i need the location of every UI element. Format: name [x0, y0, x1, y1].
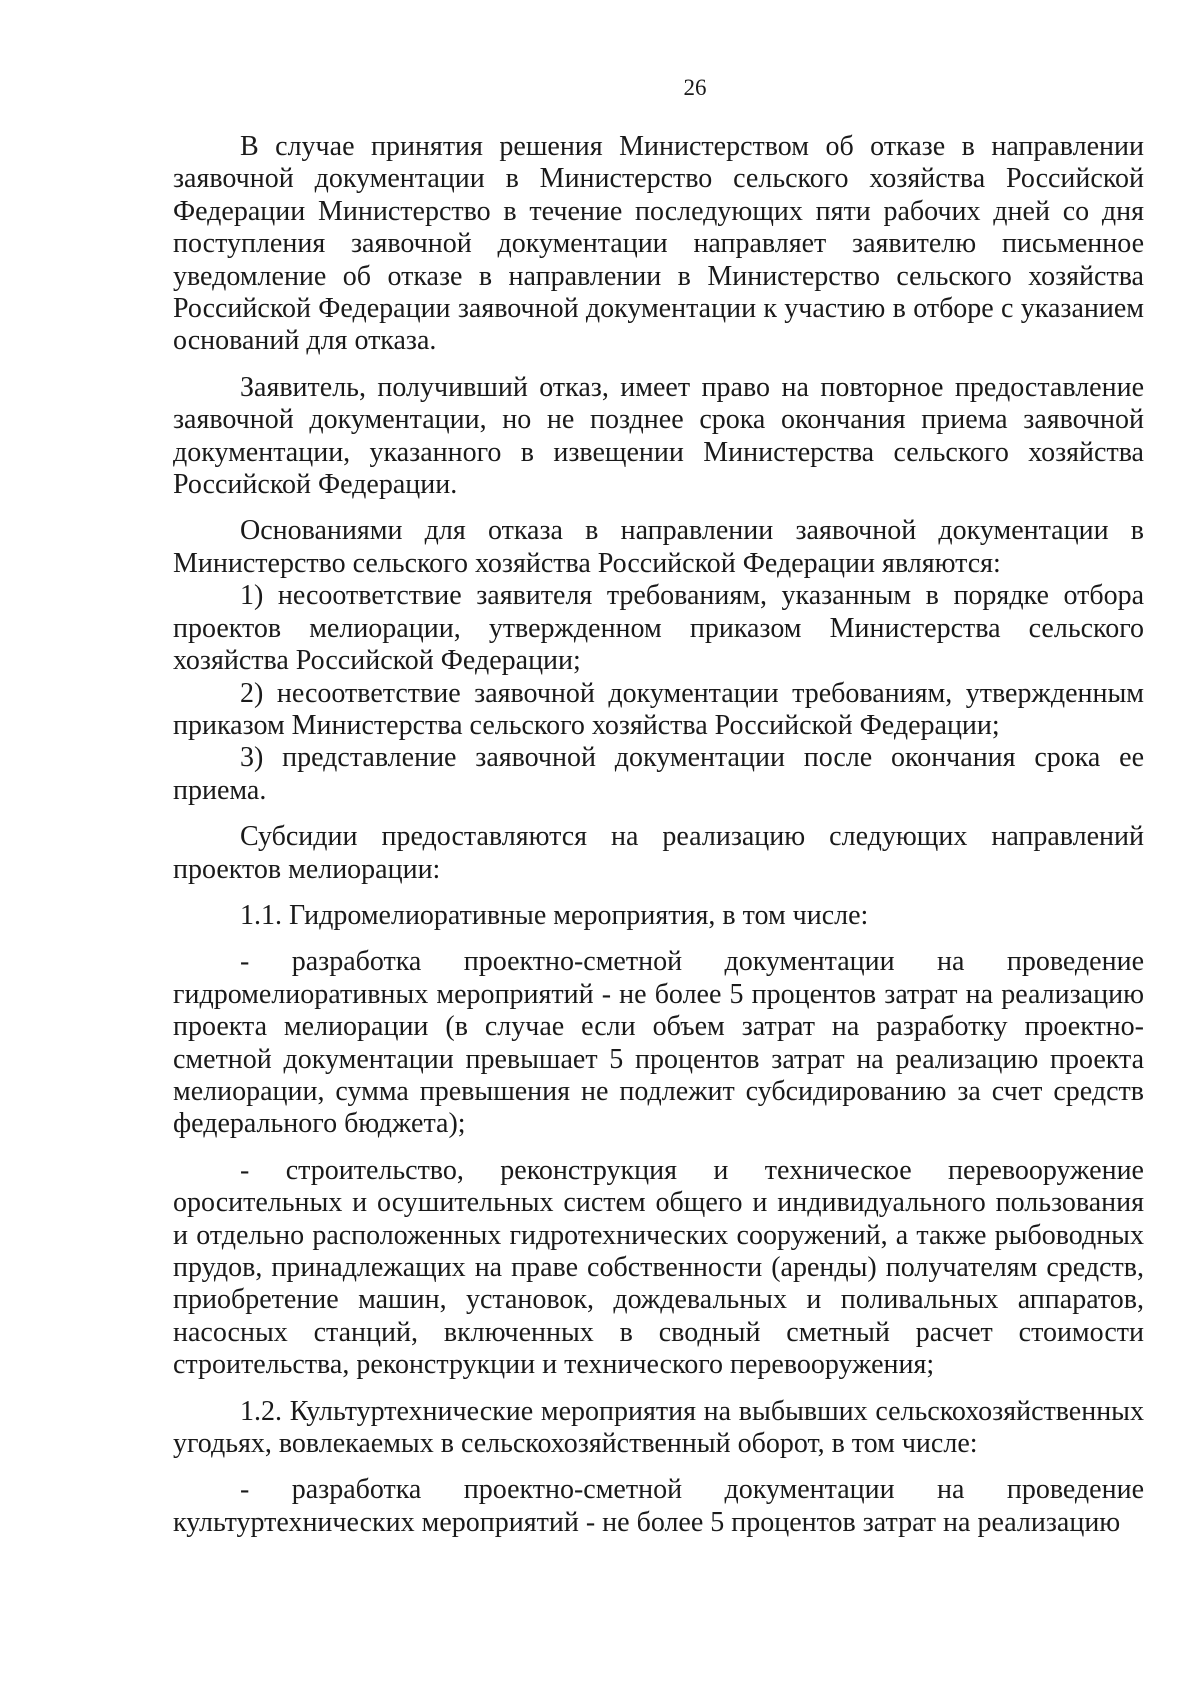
refusal-ground-item: 2) несоответствие заявочной документации требованиям, утвержденным приказом Министерства сельского хозяйства Российской Федерации;: [173, 677, 1144, 741]
paragraph-subsidies-intro: Субсидии предоставляются на реализацию следующих направлений проектов мелиорации:: [173, 821, 1144, 885]
section-1-1-heading: 1.1. Гидромелиоративные мероприятия, в том числе:: [240, 899, 869, 931]
section-1-2-heading: 1.2. Культуртехнические мероприятия на выбывших сельскохозяйственных угодьях, вовлекаемых в сельскохозяйственный оборот, в том числе:: [173, 1395, 1144, 1460]
section-1-1-item: - строительство, реконструкция и техническое перевооружение оросительных и осушительных систем общего и индивидуального пользования и отдельно расположенных гидротехнических сооружений, а также рыбоводных прудов, принадлежащих на праве собственности (аренды) получателям средств, приобретение машин, установок, дождевальных и поливальных аппаратов, насосных станций, включенных в сводный сметный расчет стоимости строительства, реконструкции и технического перевооружения;: [173, 1154, 1144, 1381]
paragraph-refusal-grounds-intro: Основаниями для отказа в направлении заявочной документации в Министерство сельского хозяйства Российской Федерации являются:: [173, 515, 1144, 579]
section-1-2-item: - разработка проектно-сметной документации на проведение культуртехнических мероприятий - не более 5 процентов затрат на реализацию: [173, 1474, 1144, 1538]
refusal-ground-item: 1) несоответствие заявителя требованиям, указанным в порядке отбора проектов мелиорации, утвержденном приказом Министерства сельского хозяйства Российской Федерации;: [173, 580, 1144, 677]
document-body: [173, 131, 1144, 1539]
section-1-1-item: - разработка проектно-сметной документации на проведение гидромелиоративных мероприятий - не более 5 процентов затрат на реализацию проекта мелиорации (в случае если объем затрат на разработку проектно-сметной документации превышает 5 процентов затрат на реализацию проекта мелиорации, сумма превышения не подлежит субсидированию за счет средств федерального бюджета);: [173, 946, 1144, 1140]
refusal-ground-item: 3) представление заявочной документации после окончания срока ее приема.: [173, 742, 1144, 806]
paragraph-resubmission-right: Заявитель, получивший отказ, имеет право на повторное предоставление заявочной документации, но не позднее срока окончания приема заявочной документации, указанного в извещении Министерства сельского хозяйства Российской Федерации.: [173, 371, 1144, 501]
page-number: 26: [683, 75, 707, 100]
paragraph-refusal-notice: В случае принятия решения Министерством об отказе в направлении заявочной документации в Министерство сельского хозяйства Российской Федерации Министерство в течение последующих пяти рабочих дней со дня поступления заявочной документации направляет заявителю письменное уведомление об отказе в направлении в Министерство сельского хозяйства Российской Федерации заявочной документации к участию в отборе с указанием оснований для отказа.: [173, 131, 1144, 357]
